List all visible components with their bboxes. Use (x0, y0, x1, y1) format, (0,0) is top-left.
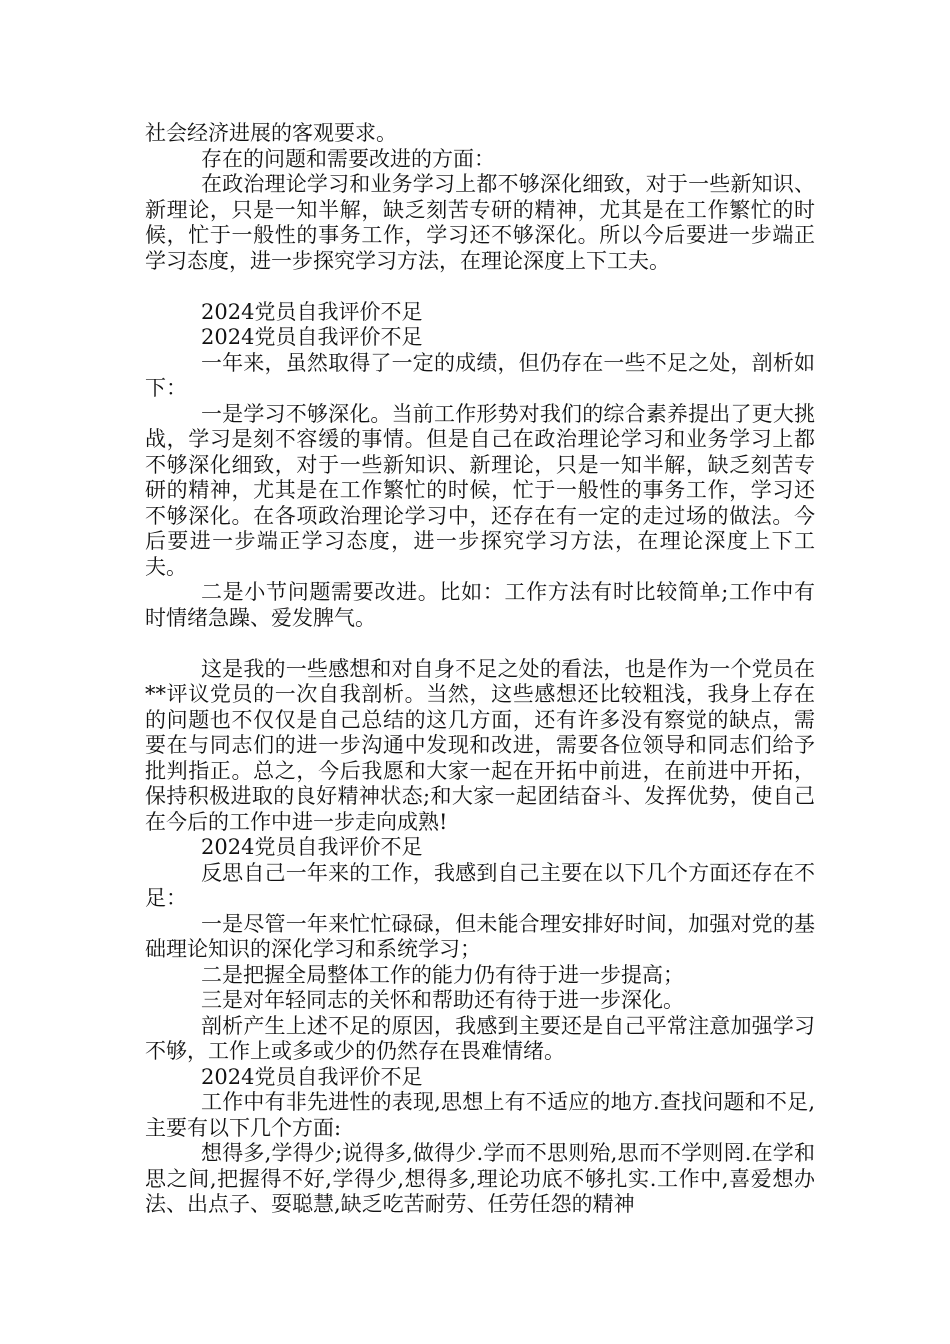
section-heading: 2024党员自我评价不足 (201, 325, 423, 349)
body-paragraph: 剖析产生上述不足的原因，我感到主要还是自己平常注意加强学习不够，工作上或多或少的仍然存在畏难情绪。 (145, 1013, 815, 1063)
body-paragraph: 这是我的一些感想和对自身不足之处的看法，也是作为一个党员在**评议党员的一次自我剖析。当然，这些感想还比较粗浅，我身上存在的问题也不仅仅是自己总结的这几方面，还有许多没有察觉的缺点，需要在与同志们的进一步沟通中发现和改进，需要各位领导和同志们给予批判指正。总之，今后我愿和大家一起在开拓中前进，在前进中开拓，保持积极进取的良好精神状态;和大家一起团结奋斗、发挥优势，使自己在今后的工作中进一步走向成熟! (145, 656, 815, 834)
body-paragraph: 想得多,学得少;说得多,做得少.学而不思则殆,思而不学则罔.在学和思之间,把握得不好,学得少,想得多,理论功底不够扎实.工作中,喜爱想办法、出点子、耍聪慧,缺乏吃苦耐劳、任劳任怨的精神 (145, 1141, 815, 1216)
body-paragraph: 工作中有非先进性的表现,思想上有不适应的地方.查找问题和不足,主要有以下几个方面: (145, 1090, 815, 1140)
body-paragraph: 社会经济进展的客观要求。 (145, 121, 397, 145)
blank-line (145, 631, 815, 657)
body-paragraph: 一是尽管一年来忙忙碌碌，但未能合理安排好时间，加强对党的基础理论知识的深化学习和系统学习； (145, 911, 815, 961)
section-heading: 2024党员自我评价不足 (201, 835, 423, 859)
document-page (145, 121, 815, 1218)
blank-line (145, 274, 815, 300)
body-paragraph: 反思自己一年来的工作，我感到自己主要在以下几个方面还存在不足： (145, 860, 815, 910)
body-paragraph: 二是小节问题需要改进。比如：工作方法有时比较简单;工作中有时情绪急躁、爱发脾气。 (145, 580, 815, 630)
body-paragraph: 一是学习不够深化。当前工作形势对我们的综合素养提出了更大挑战，学习是刻不容缓的事情。但是自己在政治理论学习和业务学习上都不够深化细致，对于一些新知识、新理论，只是一知半解，缺乏刻苦专研的精神，尤其是在工作繁忙的时候，忙于一般性的事务工作，学习还不够深化。在各项政治理论学习中，还存在有一定的走过场的做法。今后要进一步端正学习态度，进一步探究学习方法，在理论深度上下工夫。 (145, 401, 815, 579)
body-paragraph: 存在的问题和需要改进的方面： (201, 146, 495, 171)
section-heading: 2024党员自我评价不足 (201, 299, 423, 324)
body-paragraph: 在政治理论学习和业务学习上都不够深化细致，对于一些新知识、新理论，只是一知半解，缺乏刻苦专研的精神，尤其是在工作繁忙的时候，忙于一般性的事务工作，学习还不够深化。所以今后要进一步端正学习态度，进一步探究学习方法，在理论深度上下工夫。 (145, 172, 815, 273)
body-paragraph: 二是把握全局整体工作的能力仍有待于进一步提高； (201, 962, 684, 987)
section-heading: 2024党员自我评价不足 (201, 1064, 423, 1089)
body-paragraph: 三是对年轻同志的关怀和帮助还有待于进一步深化。 (201, 988, 684, 1012)
body-paragraph: 一年来，虽然取得了一定的成绩，但仍存在一些不足之处，剖析如下： (145, 350, 815, 400)
